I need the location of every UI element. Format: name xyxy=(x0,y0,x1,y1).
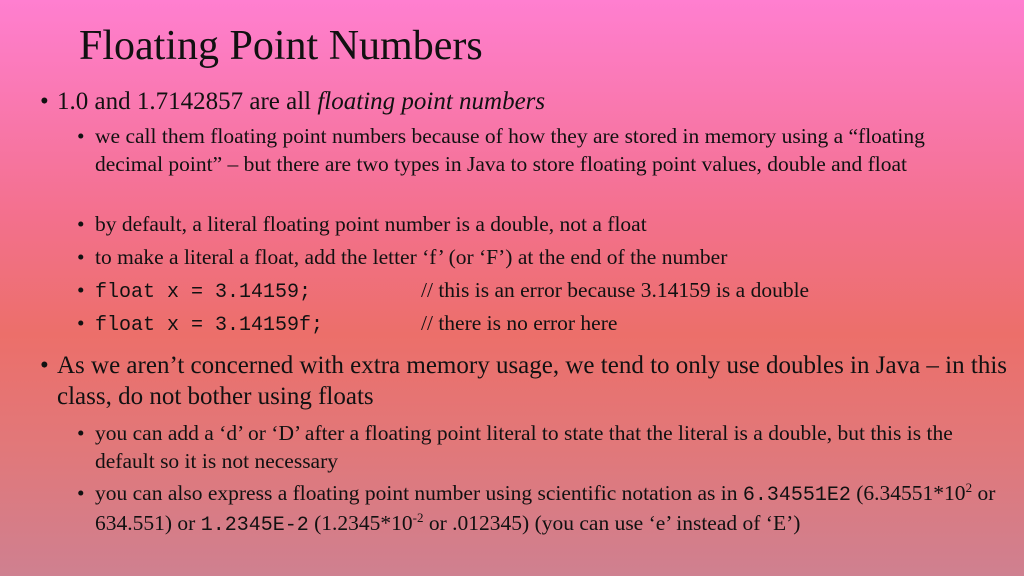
code-snippet: float x = 3.14159f; xyxy=(95,314,324,337)
bullet-dot: • xyxy=(77,481,85,505)
code-comment: // this is an error because 3.14159 is a double xyxy=(421,278,810,302)
bullet-text: you can also express a floating point number using scientific notation as in 6.34551E2 ($6.34551*10^2$ or 634.551) or 1.2345E-2 ($1.2345*10^{-2}$ or .012345) (you can use ‘e’ instead of ‘E’) xyxy=(95,479,996,537)
sub-bullet-default-double xyxy=(77,211,997,239)
sub-bullet-d-suffix xyxy=(77,420,997,475)
bullet-dot: • xyxy=(77,124,85,148)
bullet-text: to make a literal a float, add the letter ‘f’ (or ‘F’) at the end of the number xyxy=(95,245,728,269)
bullet-dot: • xyxy=(40,352,49,379)
sub-bullet-scientific-notation xyxy=(77,480,997,539)
bullet-dot: • xyxy=(40,88,49,115)
bullet-dot: • xyxy=(77,245,85,269)
slide-title: Floating Point Numbers xyxy=(79,23,483,69)
superscript: -2 xyxy=(412,509,424,525)
sub-bullet-code-error xyxy=(77,277,997,307)
bullet-dot: • xyxy=(77,311,85,335)
code-comment: // there is no error here xyxy=(421,311,618,335)
sub-bullet-literal-float xyxy=(77,244,997,272)
bullet-use-doubles xyxy=(40,350,1010,412)
bullet-floating-point-intro xyxy=(40,86,1010,117)
emphasis-text: floating point numbers xyxy=(317,88,546,115)
superscript: 2 xyxy=(965,479,973,495)
sub-bullet-why-floating xyxy=(77,123,997,178)
sub-bullet-code-ok xyxy=(77,310,997,340)
code-snippet: float x = 3.14159; xyxy=(95,281,312,304)
bullet-text: by default, a literal floating point number is a double, not a float xyxy=(95,212,647,236)
bullet-text: we call them floating point numbers because of how they are stored in memory using a “floating decimal point” – but there are two types in Java to store floating point values, double and float xyxy=(95,124,925,176)
bullet-dot: • xyxy=(77,212,85,236)
bullet-text: As we aren’t concerned with extra memory usage, we tend to only use doubles in Java – in this class, do not bother using floats xyxy=(57,352,1007,410)
bullet-dot: • xyxy=(77,421,85,445)
code-snippet: 1.2345E-2 xyxy=(200,513,309,537)
bullet-dot: • xyxy=(77,278,85,302)
code-snippet: 6.34551E2 xyxy=(742,484,851,507)
bullet-text: you can add a ‘d’ or ‘D’ after a floating point literal to state that the literal is a double, but this is the default so it is not necessary xyxy=(95,421,953,473)
bullet-text: 1.0 and 1.7142857 are all floating point numbers xyxy=(57,88,546,115)
